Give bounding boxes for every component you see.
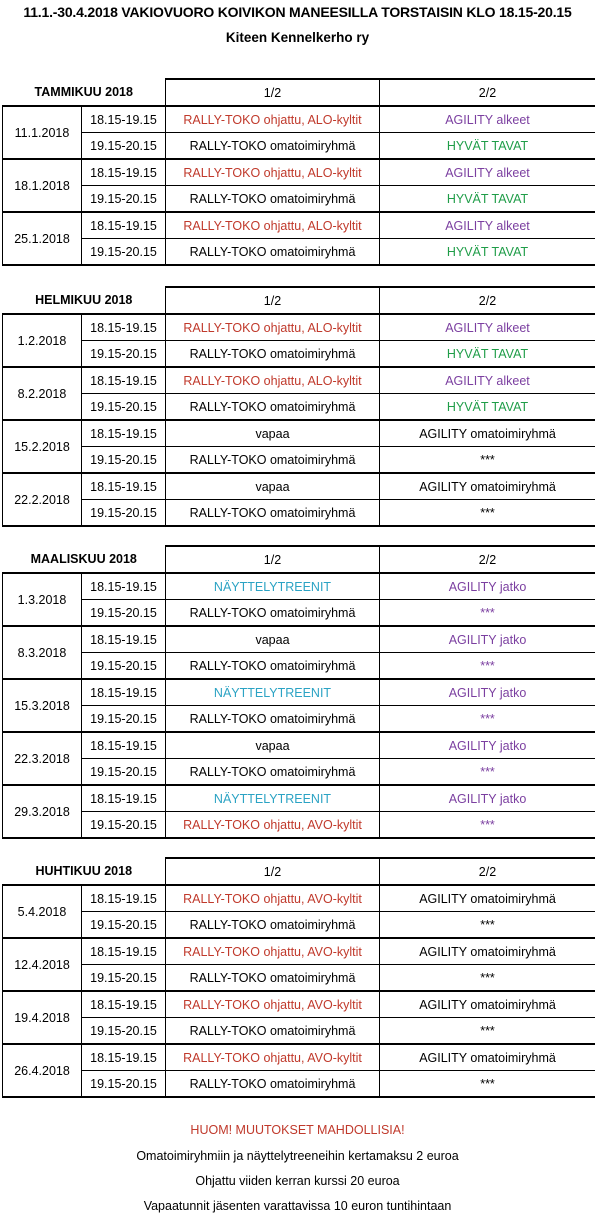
time-cell: 18.15-19.15 [82, 679, 166, 706]
table-row [3, 500, 595, 527]
time-cell: 19.15-20.15 [82, 965, 166, 992]
half-2-activity: AGILITY alkeet [380, 314, 595, 341]
page-title: 11.1.-30.4.2018 VAKIOVUORO KOIVIKON MANEESILLA TORSTAISIN KLO 18.15-20.15 [23, 4, 572, 20]
month-name: HUHTIKUU 2018 [3, 858, 166, 885]
half-1-activity: RALLY-TOKO ohjattu, ALO-kyltit [166, 367, 380, 394]
half-1-activity: RALLY-TOKO omatoimiryhmä [166, 1071, 380, 1098]
half-1-activity: RALLY-TOKO omatoimiryhmä [166, 965, 380, 992]
half-2-activity: AGILITY alkeet [380, 106, 595, 133]
half-1-activity: RALLY-TOKO omatoimiryhmä [166, 186, 380, 213]
time-cell: 19.15-20.15 [82, 1018, 166, 1045]
column-header-1: 1/2 [166, 287, 380, 314]
half-2-activity: AGILITY omatoimiryhmä [380, 991, 595, 1018]
footer-line-fees: Omatoimiryhmiin ja näyttelytreeneihin kertamaksu 2 euroa [136, 1149, 459, 1163]
month-table [2, 286, 595, 527]
half-1-activity: vapaa [166, 626, 380, 653]
half-2-activity: *** [380, 600, 595, 627]
half-2-activity: AGILITY omatoimiryhmä [380, 420, 595, 447]
half-1-activity: RALLY-TOKO ohjattu, AVO-kyltit [166, 991, 380, 1018]
table-row [3, 1018, 595, 1045]
half-1-activity: RALLY-TOKO omatoimiryhmä [166, 394, 380, 421]
half-2-activity: AGILITY omatoimiryhmä [380, 938, 595, 965]
month-name: HELMIKUU 2018 [3, 287, 166, 314]
time-cell: 18.15-19.15 [82, 732, 166, 759]
column-header-2: 2/2 [380, 79, 595, 106]
table-row [3, 759, 595, 786]
half-2-activity: AGILITY omatoimiryhmä [380, 1044, 595, 1071]
column-header-2: 2/2 [380, 287, 595, 314]
table-row [3, 106, 595, 133]
half-2-activity: AGILITY omatoimiryhmä [380, 473, 595, 500]
half-2-activity: AGILITY alkeet [380, 212, 595, 239]
half-2-activity: *** [380, 447, 595, 474]
half-1-activity: RALLY-TOKO omatoimiryhmä [166, 706, 380, 733]
time-cell: 18.15-19.15 [82, 159, 166, 186]
half-1-activity: RALLY-TOKO ohjattu, AVO-kyltit [166, 812, 380, 839]
date-cell: 1.2.2018 [3, 314, 82, 367]
half-1-activity: RALLY-TOKO ohjattu, ALO-kyltit [166, 106, 380, 133]
date-cell: 1.3.2018 [3, 573, 82, 626]
half-2-activity: AGILITY alkeet [380, 367, 595, 394]
half-2-activity: AGILITY jatko [380, 573, 595, 600]
half-2-activity: *** [380, 812, 595, 839]
time-cell: 19.15-20.15 [82, 812, 166, 839]
time-cell: 18.15-19.15 [82, 573, 166, 600]
half-2-activity: HYVÄT TAVAT [380, 341, 595, 368]
half-1-activity: RALLY-TOKO omatoimiryhmä [166, 239, 380, 266]
half-1-activity: RALLY-TOKO omatoimiryhmä [166, 759, 380, 786]
time-cell: 18.15-19.15 [82, 420, 166, 447]
table-row [3, 885, 595, 912]
date-cell: 8.3.2018 [3, 626, 82, 679]
table-row [3, 1071, 595, 1098]
table-row [3, 573, 595, 600]
month-name: TAMMIKUU 2018 [3, 79, 166, 106]
half-1-activity: RALLY-TOKO omatoimiryhmä [166, 341, 380, 368]
half-2-activity: *** [380, 1018, 595, 1045]
half-2-activity: AGILITY jatko [380, 732, 595, 759]
column-header-1: 1/2 [166, 546, 380, 573]
half-2-activity: HYVÄT TAVAT [380, 239, 595, 266]
date-cell: 11.1.2018 [3, 106, 82, 159]
footer-notice: HUOM! MUUTOKSET MAHDOLLISIA! [190, 1123, 405, 1137]
column-header-2: 2/2 [380, 546, 595, 573]
time-cell: 18.15-19.15 [82, 785, 166, 812]
half-1-activity: RALLY-TOKO omatoimiryhmä [166, 500, 380, 527]
half-1-activity: RALLY-TOKO ohjattu, ALO-kyltit [166, 159, 380, 186]
half-2-activity: HYVÄT TAVAT [380, 133, 595, 160]
table-row [3, 679, 595, 706]
table-row [3, 447, 595, 474]
table-row [3, 159, 595, 186]
footer-line-course: Ohjattu viiden kerran kurssi 20 euroa [195, 1174, 400, 1188]
time-cell: 19.15-20.15 [82, 186, 166, 213]
time-cell: 18.15-19.15 [82, 626, 166, 653]
date-cell: 18.1.2018 [3, 159, 82, 212]
half-2-activity: AGILITY jatko [380, 679, 595, 706]
table-row [3, 965, 595, 992]
half-1-activity: NÄYTTELYTREENIT [166, 679, 380, 706]
half-2-activity: AGILITY jatko [380, 626, 595, 653]
half-1-activity: RALLY-TOKO omatoimiryhmä [166, 447, 380, 474]
date-cell: 15.3.2018 [3, 679, 82, 732]
table-row [3, 706, 595, 733]
time-cell: 19.15-20.15 [82, 500, 166, 527]
time-cell: 18.15-19.15 [82, 212, 166, 239]
date-cell: 19.4.2018 [3, 991, 82, 1044]
month-table [2, 78, 595, 266]
table-row [3, 1044, 595, 1071]
time-cell: 18.15-19.15 [82, 885, 166, 912]
table-row [3, 367, 595, 394]
half-2-activity: AGILITY jatko [380, 785, 595, 812]
half-1-activity: RALLY-TOKO ohjattu, ALO-kyltit [166, 314, 380, 341]
time-cell: 18.15-19.15 [82, 1044, 166, 1071]
table-row [3, 912, 595, 939]
half-1-activity: RALLY-TOKO omatoimiryhmä [166, 1018, 380, 1045]
table-row [3, 212, 595, 239]
half-2-activity: *** [380, 759, 595, 786]
half-2-activity: *** [380, 500, 595, 527]
time-cell: 19.15-20.15 [82, 394, 166, 421]
half-2-activity: *** [380, 912, 595, 939]
time-cell: 19.15-20.15 [82, 447, 166, 474]
table-row [3, 653, 595, 680]
time-cell: 19.15-20.15 [82, 133, 166, 160]
time-cell: 19.15-20.15 [82, 759, 166, 786]
date-cell: 8.2.2018 [3, 367, 82, 420]
table-row [3, 239, 595, 266]
half-2-activity: AGILITY omatoimiryhmä [380, 885, 595, 912]
table-row [3, 626, 595, 653]
table-row [3, 812, 595, 839]
half-2-activity: *** [380, 706, 595, 733]
table-row [3, 394, 595, 421]
time-cell: 18.15-19.15 [82, 106, 166, 133]
time-cell: 19.15-20.15 [82, 706, 166, 733]
time-cell: 18.15-19.15 [82, 367, 166, 394]
month-table [2, 545, 595, 839]
time-cell: 18.15-19.15 [82, 991, 166, 1018]
date-cell: 12.4.2018 [3, 938, 82, 991]
time-cell: 19.15-20.15 [82, 912, 166, 939]
date-cell: 26.4.2018 [3, 1044, 82, 1097]
table-row [3, 938, 595, 965]
table-row [3, 785, 595, 812]
table-row [3, 341, 595, 368]
time-cell: 19.15-20.15 [82, 239, 166, 266]
half-1-activity: RALLY-TOKO omatoimiryhmä [166, 912, 380, 939]
time-cell: 19.15-20.15 [82, 1071, 166, 1098]
half-1-activity: vapaa [166, 732, 380, 759]
half-1-activity: vapaa [166, 473, 380, 500]
half-2-activity: AGILITY alkeet [380, 159, 595, 186]
table-row [3, 420, 595, 447]
column-header-2: 2/2 [380, 858, 595, 885]
time-cell: 19.15-20.15 [82, 341, 166, 368]
half-2-activity: HYVÄT TAVAT [380, 186, 595, 213]
month-table [2, 857, 595, 1098]
column-header-1: 1/2 [166, 79, 380, 106]
footer-line-booking: Vapaatunnit jäsenten varattavissa 10 euron tuntihintaan [143, 1199, 452, 1213]
half-1-activity: RALLY-TOKO omatoimiryhmä [166, 653, 380, 680]
table-row [3, 133, 595, 160]
half-1-activity: RALLY-TOKO omatoimiryhmä [166, 133, 380, 160]
half-2-activity: HYVÄT TAVAT [380, 394, 595, 421]
column-header-1: 1/2 [166, 858, 380, 885]
half-1-activity: RALLY-TOKO ohjattu, AVO-kyltit [166, 938, 380, 965]
time-cell: 18.15-19.15 [82, 314, 166, 341]
half-2-activity: *** [380, 1071, 595, 1098]
month-name: MAALISKUU 2018 [3, 546, 166, 573]
page-subtitle: Kiteen Kennelkerho ry [225, 30, 370, 45]
time-cell: 19.15-20.15 [82, 600, 166, 627]
half-1-activity: RALLY-TOKO omatoimiryhmä [166, 600, 380, 627]
date-cell: 29.3.2018 [3, 785, 82, 838]
table-row [3, 732, 595, 759]
half-1-activity: NÄYTTELYTREENIT [166, 785, 380, 812]
half-2-activity: *** [380, 965, 595, 992]
half-1-activity: vapaa [166, 420, 380, 447]
table-row [3, 314, 595, 341]
date-cell: 5.4.2018 [3, 885, 82, 938]
half-2-activity: *** [380, 653, 595, 680]
half-1-activity: RALLY-TOKO ohjattu, AVO-kyltit [166, 1044, 380, 1071]
date-cell: 22.3.2018 [3, 732, 82, 785]
time-cell: 18.15-19.15 [82, 473, 166, 500]
table-row [3, 991, 595, 1018]
table-row [3, 600, 595, 627]
half-1-activity: RALLY-TOKO ohjattu, ALO-kyltit [166, 212, 380, 239]
table-row [3, 473, 595, 500]
time-cell: 18.15-19.15 [82, 938, 166, 965]
date-cell: 22.2.2018 [3, 473, 82, 526]
date-cell: 25.1.2018 [3, 212, 82, 265]
table-row [3, 186, 595, 213]
half-1-activity: NÄYTTELYTREENIT [166, 573, 380, 600]
date-cell: 15.2.2018 [3, 420, 82, 473]
time-cell: 19.15-20.15 [82, 653, 166, 680]
half-1-activity: RALLY-TOKO ohjattu, AVO-kyltit [166, 885, 380, 912]
